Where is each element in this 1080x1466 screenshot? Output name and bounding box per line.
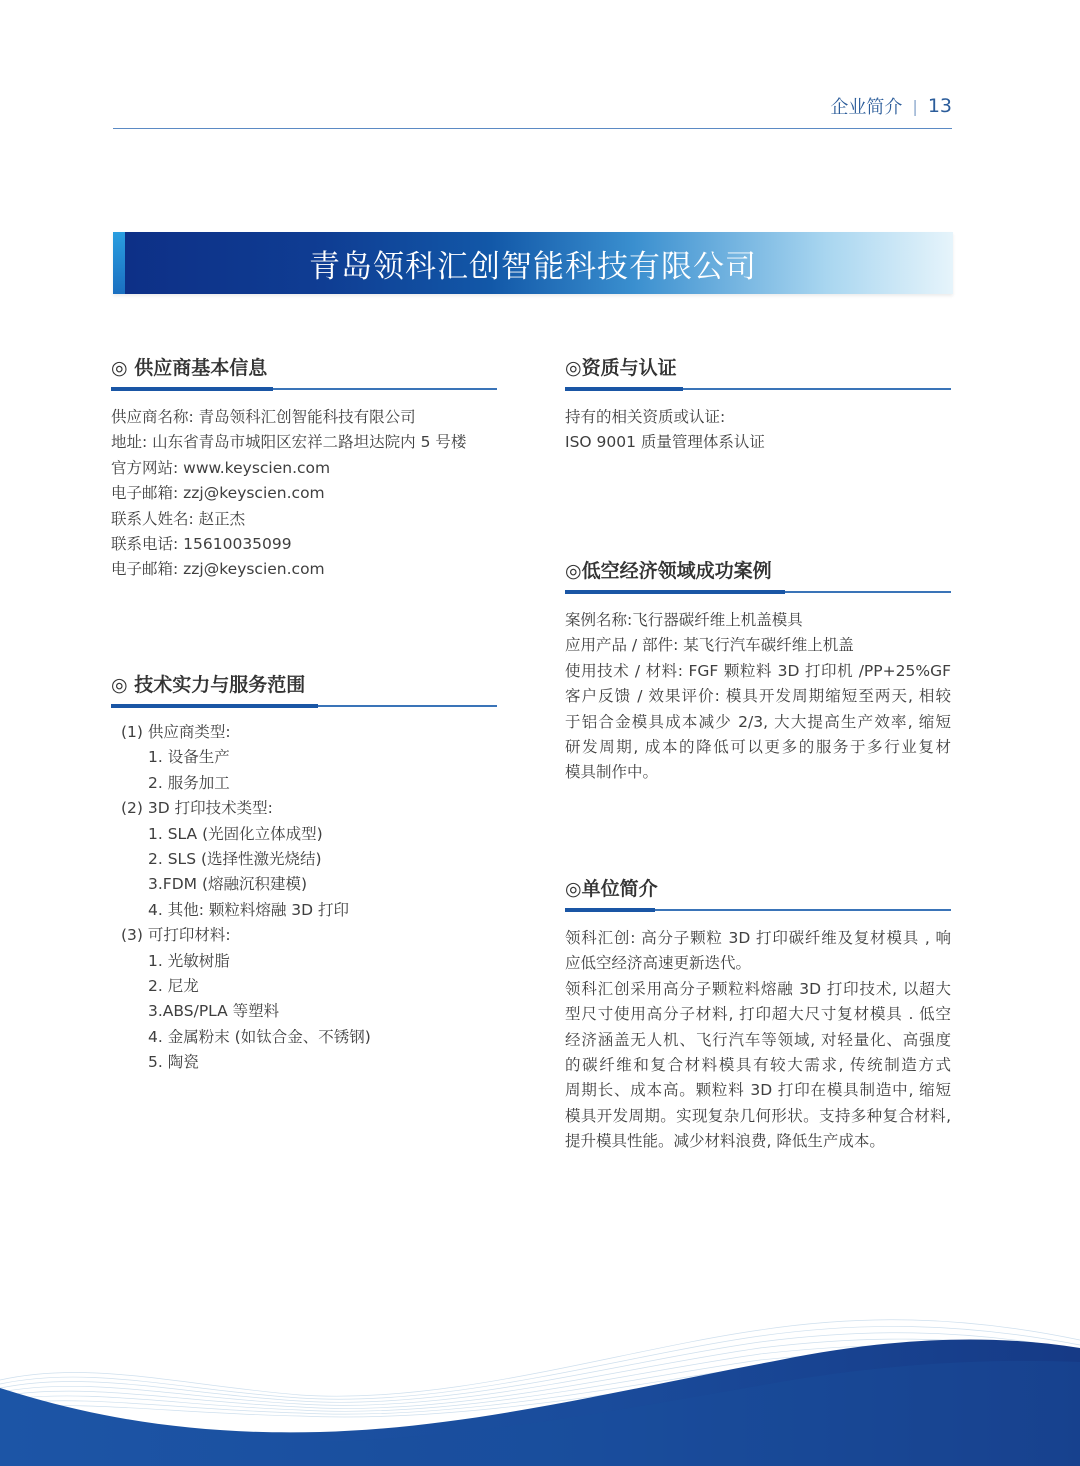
section-label: 企业简介 <box>830 97 903 118</box>
section-divider <box>565 909 951 911</box>
list-item: 2. 服务加工 <box>148 773 230 792</box>
divider-accent <box>111 387 273 391</box>
divider-accent <box>565 590 785 594</box>
intro-line: 模具开发周期。实现复杂几何形状。支持多种复合材料, <box>565 1106 951 1125</box>
cert-label: 持有的相关资质或认证: <box>565 408 726 426</box>
section-cases <box>565 557 951 786</box>
header-divider <box>113 128 952 129</box>
supplier-contact: 联系人姓名: 赵正杰 <box>111 509 246 528</box>
case-technology: 使用技术 / 材料: FGF 颗粒料 3D 打印机 /PP+25%GF <box>565 661 951 680</box>
section-heading: ◎ 技术实力与服务范围 <box>111 674 306 696</box>
intro-line: 领科汇创: 高分子颗粒 3D 打印碳纤维及复材模具 , 响 <box>565 929 951 947</box>
section-heading: ◎低空经济领域成功案例 <box>565 560 772 582</box>
section-tech-services <box>111 671 497 1076</box>
company-banner <box>113 232 953 294</box>
certifications-list <box>565 405 951 456</box>
supplier-address: 地址: 山东省青岛市城阳区宏祥二路坦达院内 5 号楼 <box>111 433 467 452</box>
intro-line: 周期长、成本高。颗粒料 3D 打印在模具制造中, 缩短 <box>565 1081 951 1100</box>
cases-text <box>565 608 951 786</box>
list-item: 4. 金属粉末 (如钛合金、不锈钢) <box>148 1027 371 1046</box>
intro-line: 的碳纤维和复合材料模具有较大需求, 传统制造方式 <box>565 1056 951 1075</box>
section-divider <box>565 388 951 390</box>
group-title: (1) 供应商类型: <box>121 723 231 741</box>
list-item: 1. 设备生产 <box>148 748 230 767</box>
intro-line: 应低空经济高速更新迭代。 <box>565 954 752 973</box>
group-title: (2) 3D 打印技术类型: <box>121 799 273 818</box>
supplier-name: 供应商名称: 青岛领科汇创智能科技有限公司 <box>111 408 416 426</box>
supplier-phone: 联系电话: 15610035099 <box>111 535 292 554</box>
divider-accent <box>565 387 683 391</box>
footer-wave-decoration <box>0 1270 1080 1466</box>
case-feedback-line: 于铝合金模具成本减少 2/3, 大大提高生产效率, 缩短 <box>565 712 951 731</box>
case-feedback-line: 研发周期, 成本的降低可以更多的服务于多行业复材 <box>565 738 951 757</box>
divider-accent <box>565 908 655 912</box>
header-separator: | <box>912 96 918 116</box>
section-heading: ◎ 供应商基本信息 <box>111 357 268 379</box>
section-divider <box>565 591 951 593</box>
intro-line: 领科汇创采用高分子颗粒料熔融 3D 打印技术, 以超大 <box>565 979 951 998</box>
section-divider <box>111 388 497 390</box>
supplier-email-2: 电子邮箱: zzj@keyscien.com <box>111 560 325 579</box>
list-item: 5. 陶瓷 <box>148 1053 199 1072</box>
supplier-email: 电子邮箱: zzj@keyscien.com <box>111 484 325 503</box>
section-certifications <box>565 354 951 456</box>
list-item: 2. SLS (选择性激光烧结) <box>148 850 322 869</box>
case-feedback-line: 客户反馈 / 效果评价: 模具开发周期缩短至两天, 相较 <box>565 687 951 706</box>
list-item: 1. SLA (光固化立体成型) <box>148 824 323 843</box>
intro-line: 经济涵盖无人机、飞行汽车等领域, 对轻量化、高强度 <box>565 1030 951 1049</box>
supplier-website: 官方网站: www.keyscien.com <box>111 458 331 477</box>
tech-services-list <box>111 720 497 1076</box>
page-number: 13 <box>927 95 952 117</box>
list-item: 3.FDM (熔融沉积建模) <box>148 875 308 894</box>
intro-text <box>565 926 951 1155</box>
list-item: 1. 光敏树脂 <box>148 951 230 970</box>
section-heading: ◎资质与认证 <box>565 357 677 379</box>
intro-line: 提升模具性能。减少材料浪费, 降低生产成本。 <box>565 1132 885 1151</box>
supplier-info-list <box>111 405 497 583</box>
section-divider <box>111 705 497 707</box>
list-item: 4. 其他: 颗粒料熔融 3D 打印 <box>148 900 350 919</box>
company-name-title: 青岛领科汇创智能科技有限公司 <box>309 248 757 285</box>
section-intro <box>565 875 951 1155</box>
case-name: 案例名称:飞行器碳纤维上机盖模具 <box>565 611 803 629</box>
section-heading: ◎单位简介 <box>565 878 658 900</box>
divider-accent <box>111 704 318 708</box>
group-title: (3) 可打印材料: <box>121 926 231 945</box>
intro-line: 型尺寸使用高分子材料, 打印超大尺寸复材模具 . 低空 <box>565 1005 951 1024</box>
list-item: 3.ABS/PLA 等塑料 <box>148 1002 280 1021</box>
case-product: 应用产品 / 部件: 某飞行汽车碳纤维上机盖 <box>565 636 854 655</box>
list-item: 2. 尼龙 <box>148 977 199 996</box>
section-supplier-info <box>111 354 497 583</box>
case-feedback-line: 模具制作中。 <box>565 763 659 782</box>
cert-item: ISO 9001 质量管理体系认证 <box>565 433 765 452</box>
page-header <box>830 93 952 119</box>
